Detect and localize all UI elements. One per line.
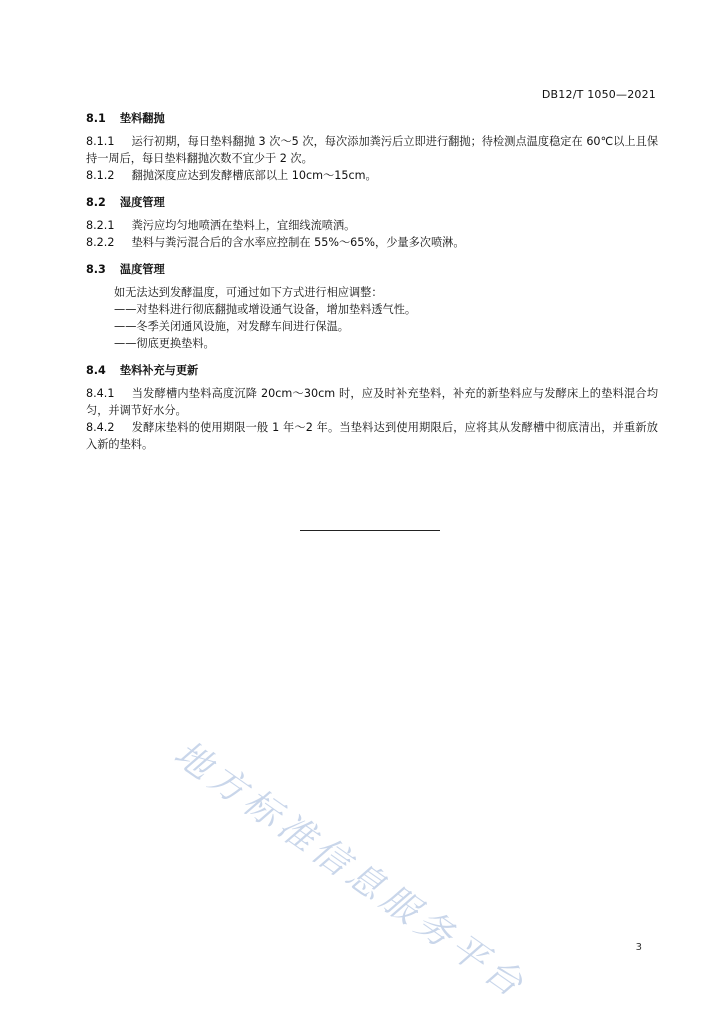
clause-8-2-1 (86, 217, 658, 234)
clause-text: 当发酵槽内垫料高度沉降 20cm～30cm 时，应及时补充垫料，补充的新垫料应与发酵床上的垫料混合均匀，并调节好水分。 (86, 387, 659, 417)
section-number: 8.4 (86, 364, 106, 377)
section-title: 垫料补充与更新 (119, 364, 199, 377)
section-heading-8-4 (86, 362, 658, 379)
list-item: ——对垫料进行彻底翻抛或增设通气设备，增加垫料透气性。 (114, 303, 417, 316)
clause-text: 翻抛深度应达到发酵槽底部以上 10cm～15cm。 (131, 169, 377, 182)
clause-number: 8.4.1 (86, 387, 115, 400)
clause-8-4-2 (86, 419, 658, 453)
list-item: ——冬季关闭通风设施，对发酵车间进行保温。 (114, 320, 349, 333)
section-title: 垫料翻抛 (119, 112, 165, 125)
section-number: 8.2 (86, 196, 106, 209)
clause-8-1-1 (86, 133, 658, 167)
section-intro: 如无法达到发酵温度，可通过如下方式进行相应调整： (114, 286, 383, 299)
clause-text: 粪污应均匀地喷洒在垫料上，宜细线流喷洒。 (131, 219, 356, 232)
page-number: 3 (635, 942, 642, 953)
section-heading-8-2 (86, 194, 658, 211)
clause-number: 8.4.2 (86, 421, 115, 434)
standard-code: DB12/T 1050—2021 (541, 88, 656, 101)
clause-number: 8.1.2 (86, 169, 115, 182)
clause-number: 8.2.2 (86, 236, 115, 249)
clause-text: 垫料与粪污混合后的含水率应控制在 55%～65%，少量多次喷淋。 (131, 236, 465, 249)
section-heading-8-3 (86, 261, 658, 278)
clause-text: 运行初期，每日垫料翻抛 3 次～5 次，每次添加粪污后立即进行翻抛；待检测点温度稳定在 60℃以上且保持一周后，每日垫料翻抛次数不宜少于 2 次。 (86, 135, 659, 165)
list-item: ——彻底更换垫料。 (114, 337, 215, 350)
clause-number: 8.1.1 (86, 135, 115, 148)
watermark-text: 地方标准信息服务平台 (166, 733, 535, 1008)
section-number: 8.3 (86, 263, 106, 276)
clause-number: 8.2.1 (86, 219, 115, 232)
section-heading-8-1 (86, 110, 658, 127)
clause-8-2-2 (86, 234, 658, 251)
clause-8-4-1 (86, 385, 658, 419)
clause-text: 发酵床垫料的使用期限一般 1 年～2 年。当垫料达到使用期限后，应将其从发酵槽中彻底清出，并重新放入新的垫料。 (86, 421, 658, 451)
section-number: 8.1 (86, 112, 106, 125)
end-rule (300, 530, 440, 531)
clause-8-1-2 (86, 167, 658, 184)
section-title: 温度管理 (119, 263, 165, 276)
section-title: 湿度管理 (119, 196, 165, 209)
document-body (86, 110, 658, 453)
